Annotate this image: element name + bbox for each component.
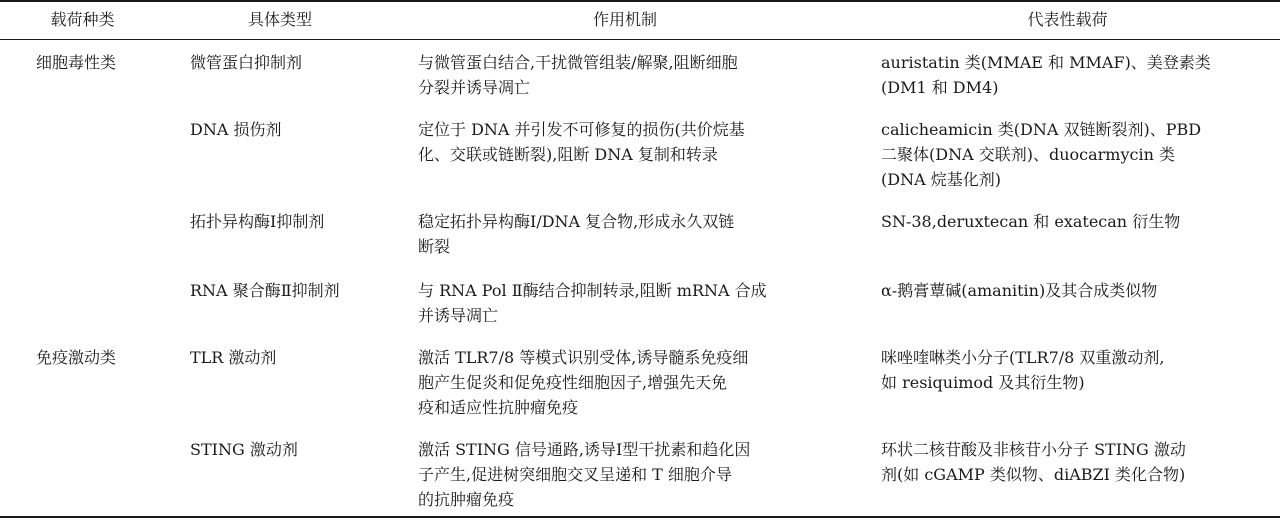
- representative-text: α-鹅膏蕈碱(amanitin)及其合成类似物: [881, 280, 1158, 300]
- header-payload-category: 载荷种类: [0, 1, 165, 39]
- type-text: RNA 聚合酶Ⅱ抑制剂: [190, 280, 340, 300]
- table-row: [0, 39, 1280, 117]
- category-cell: [0, 437, 165, 517]
- category-cell: [0, 39, 165, 117]
- representative-text: SN-38,deruxtecan 和 exatecan 衍生物: [881, 211, 1181, 231]
- type-text: 拓扑异构酶Ⅰ抑制剂: [190, 211, 325, 231]
- representative-text: auristatin 类(MMAE 和 MMAF)、美登素类 (DM1 和 DM4): [881, 52, 1211, 97]
- mechanism-text: 定位于 DNA 并引发不可修复的损伤(共价烷基 化、交联或链断裂),阻断 DNA 复制和转录: [418, 119, 745, 164]
- table-row: [0, 278, 1280, 345]
- header-mechanism: 作用机制: [395, 1, 855, 39]
- mechanism-cell: [395, 39, 855, 117]
- mechanism-text: 激活 STING 信号通路,诱导Ⅰ型干扰素和趋化因 子产生,促进树突细胞交叉呈递和 T 细胞介导 的抗肿瘤免疫: [418, 439, 751, 509]
- mechanism-text: 稳定拓扑异构酶Ⅰ/DNA 复合物,形成永久双链 断裂: [418, 211, 735, 256]
- type-cell: [165, 345, 395, 437]
- table-body: [0, 39, 1280, 517]
- representative-text: 环状二核苷酸及非核苷小分子 STING 激动 剂(如 cGAMP 类似物、diABZI 类化合物): [881, 439, 1186, 484]
- mechanism-text: 与 RNA Pol Ⅱ酶结合抑制转录,阻断 mRNA 合成 并诱导凋亡: [418, 280, 767, 325]
- header-specific-type: 具体类型: [165, 1, 395, 39]
- mechanism-cell: [395, 345, 855, 437]
- category-text: 免疫激动类: [36, 347, 117, 367]
- category-text: 细胞毒性类: [36, 52, 117, 72]
- representative-cell: [855, 278, 1280, 345]
- mechanism-text: 与微管蛋白结合,干扰微管组装/解聚,阻断细胞 分裂并诱导凋亡: [418, 52, 738, 97]
- representative-cell: [855, 117, 1280, 209]
- type-cell: [165, 437, 395, 517]
- mechanism-cell: [395, 209, 855, 278]
- representative-cell: [855, 209, 1280, 278]
- type-text: TLR 激动剂: [190, 347, 277, 367]
- category-cell: [0, 278, 165, 345]
- header-representative-payload: 代表性载荷: [855, 1, 1280, 39]
- table-row: [0, 345, 1280, 437]
- type-text: STING 激动剂: [190, 439, 298, 459]
- type-cell: [165, 278, 395, 345]
- type-cell: [165, 117, 395, 209]
- table-row: [0, 117, 1280, 209]
- mechanism-cell: [395, 437, 855, 517]
- representative-cell: [855, 39, 1280, 117]
- representative-cell: [855, 345, 1280, 437]
- header-row: [0, 1, 1280, 39]
- category-cell: [0, 345, 165, 437]
- type-cell: [165, 209, 395, 278]
- type-text: DNA 损伤剂: [190, 119, 282, 139]
- table-row: [0, 209, 1280, 278]
- representative-cell: [855, 437, 1280, 517]
- table-row: [0, 437, 1280, 517]
- representative-text: 咪唑喹啉类小分子(TLR7/8 双重激动剂, 如 resiquimod 及其衍生物): [881, 347, 1165, 392]
- mechanism-cell: [395, 278, 855, 345]
- type-cell: [165, 39, 395, 117]
- mechanism-text: 激活 TLR7/8 等模式识别受体,诱导髓系免疫细 胞产生促炎和促免疫性细胞因子,增强先天免 疫和适应性抗肿瘤免疫: [418, 347, 749, 417]
- mechanism-cell: [395, 117, 855, 209]
- category-cell: [0, 117, 165, 209]
- table-header: [0, 1, 1280, 39]
- category-cell: [0, 209, 165, 278]
- type-text: 微管蛋白抑制剂: [190, 52, 303, 72]
- representative-text: calicheamicin 类(DNA 双链断裂剂)、PBD 二聚体(DNA 交联剂)、duocarmycin 类 (DNA 烷基化剂): [881, 119, 1202, 189]
